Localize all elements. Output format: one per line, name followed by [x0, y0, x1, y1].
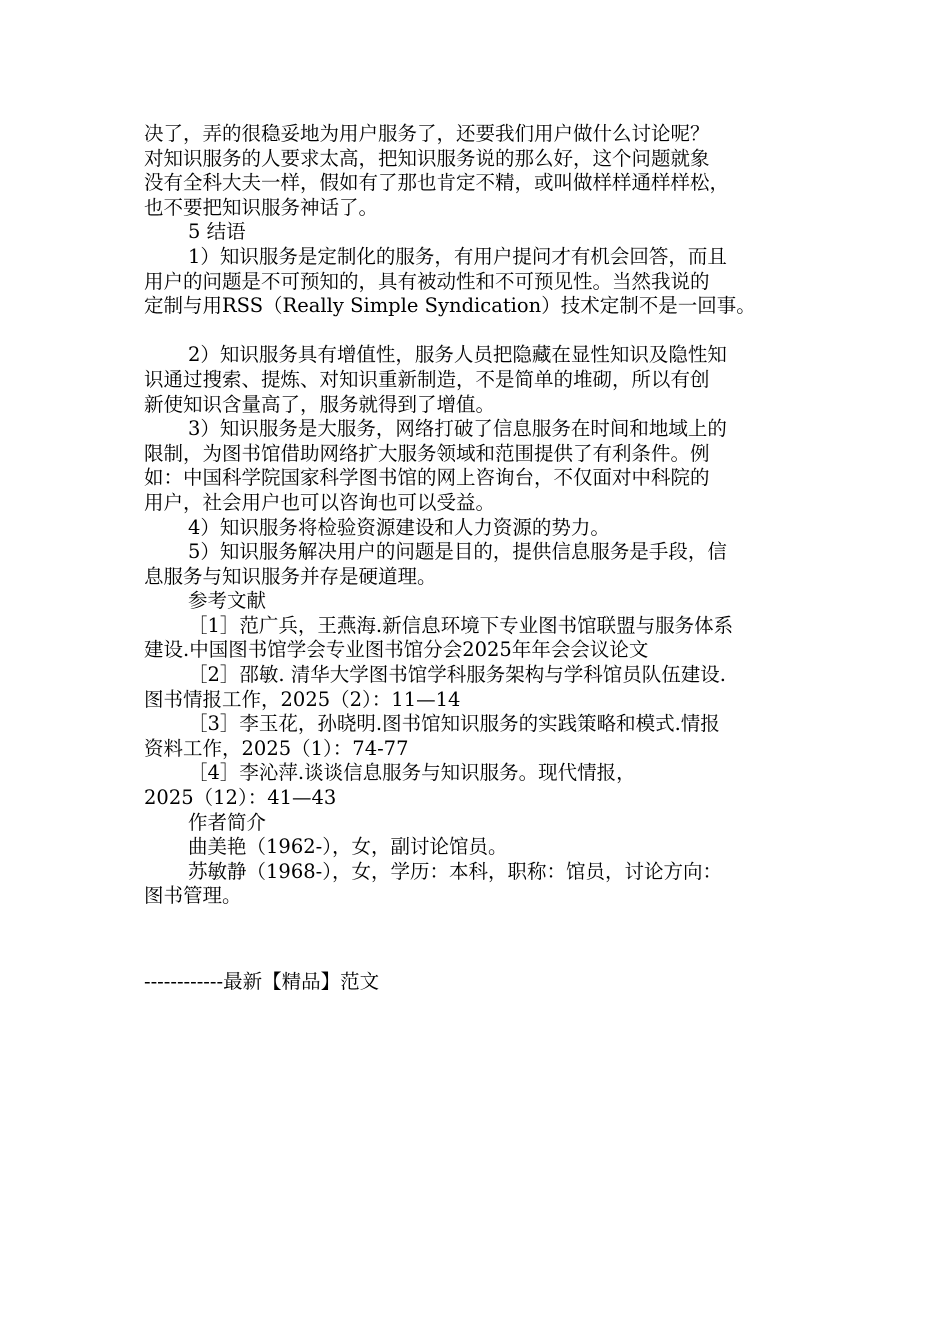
text-line: 建设.中国图书馆学会专业图书馆分会2025年年会会议论文 — [144, 638, 649, 662]
text-line: 息服务与知识服务并存是硬道理。 — [144, 564, 437, 588]
text-line: 如：中国科学院国家科学图书馆的网上咨询台，不仅面对中科院的 — [144, 466, 710, 490]
text-line: 限制，为图书馆借助网络扩大服务领域和范围提供了有利条件。例 — [144, 441, 710, 465]
blank-line — [144, 319, 810, 344]
text-line: 3）知识服务是大服务，网络打破了信息服务在时间和地域上的 — [188, 417, 727, 441]
document-body — [144, 122, 810, 909]
conclusion-point-4 — [144, 516, 810, 541]
references-heading: 参考文献 — [188, 589, 267, 613]
text-line: 定制与用RSS（Really Simple Syndication）技术定制不是一回事。 — [144, 294, 756, 318]
text-line: ［2］邵敏. 清华大学图书馆学科服务架构与学科馆员队伍建设. — [188, 663, 727, 687]
text-line: 用户的问题是不可预知的，具有被动性和不可预见性。当然我说的 — [144, 269, 710, 293]
reference-4 — [144, 761, 810, 810]
text-line: ［1］范广兵，王燕海.新信息环境下专业图书馆联盟与服务体系 — [188, 613, 734, 637]
text-line: 对知识服务的人要求太高，把知识服务说的那么好，这个问题就象 — [144, 146, 710, 170]
text-line: 决了，弄的很稳妥地为用户服务了，还要我们用户做什么讨论呢？ — [144, 122, 710, 145]
text-line: 苏敏静（1968-），女，学历：本科，职称：馆员，讨论方向： — [188, 859, 722, 883]
text-line: 1）知识服务是定制化的服务，有用户提问才有机会回答，而且 — [188, 244, 727, 268]
reference-2 — [144, 663, 810, 712]
text-line: 资料工作，2025（1）：74-77 — [144, 736, 409, 760]
text-line: 图书情报工作，2025（2）：11—14 — [144, 687, 461, 711]
text-line: 2025（12）：41—43 — [144, 786, 337, 810]
text-line: 4）知识服务将检验资源建设和人力资源的势力。 — [188, 515, 610, 539]
reference-1 — [144, 614, 810, 663]
conclusion-point-2 — [144, 343, 810, 417]
text-line: ［3］李玉花，孙晓明.图书馆知识服务的实践策略和模式.情报 — [188, 712, 720, 736]
author-2 — [144, 860, 810, 909]
reference-3 — [144, 712, 810, 761]
text-line: 没有全科大夫一样，假如有了那也肯定不精，或叫做样样通样样松， — [144, 171, 730, 195]
text-line: 用户，社会用户也可以咨询也可以受益。 — [144, 490, 496, 514]
conclusion-point-1 — [144, 245, 810, 319]
text-line: 2）知识服务具有增值性，服务人员把隐藏在显性知识及隐性知 — [188, 343, 727, 367]
text-line: 5）知识服务解决用户的问题是目的，提供信息服务是手段，信 — [188, 540, 727, 564]
text-line: 新使知识含量高了，服务就得到了增值。 — [144, 392, 496, 416]
author-heading: 作者简介 — [188, 810, 267, 834]
text-line: 也不要把知识服务神话了。 — [144, 195, 379, 219]
author-1 — [144, 835, 810, 860]
section-heading: 5 结语 — [188, 220, 246, 244]
text-line: 曲美艳（1962-），女，副讨论馆员。 — [188, 835, 508, 859]
text-line: 图书管理。 — [144, 884, 242, 908]
text-line: 识通过搜索、提炼、对知识重新制造，不是简单的堆砌，所以有创 — [144, 367, 710, 391]
conclusion-point-5 — [144, 540, 810, 589]
conclusion-point-3 — [144, 417, 810, 515]
text-line: ［4］李沁萍.谈谈信息服务与知识服务。现代情报， — [188, 761, 636, 785]
intro-paragraph — [144, 122, 810, 220]
footer-text: ------------最新【精品】范文 — [144, 970, 380, 993]
